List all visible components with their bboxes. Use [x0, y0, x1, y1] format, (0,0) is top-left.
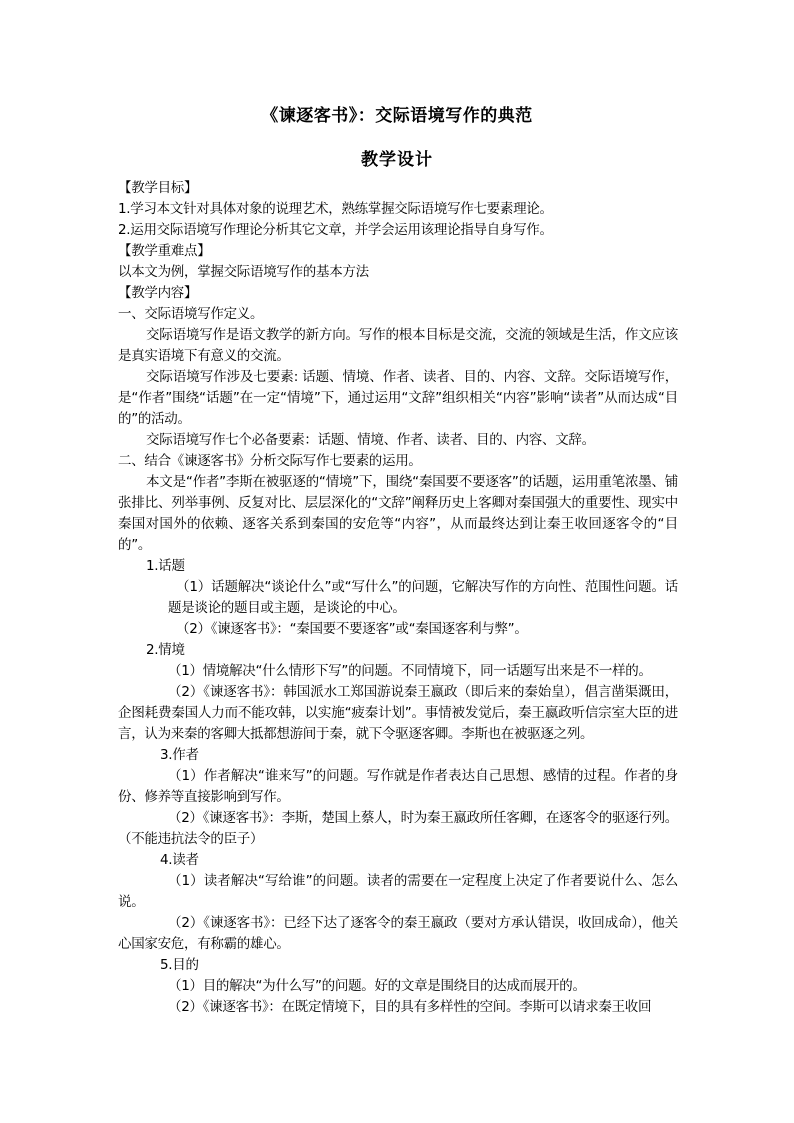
element-heading-purpose: 5.目的	[160, 957, 199, 973]
section-heading-key-points: 【教学重难点】	[118, 243, 211, 259]
author-point-1: （1）作者解决“谁来写”的问题。写作就是作者表达自己思想、感情的过程。作者的身份、修养等直接影响到写作。	[118, 768, 678, 805]
document-body	[118, 178, 678, 1018]
section-heading-content: 【教学内容】	[118, 285, 198, 301]
element-heading-author: 3.作者	[160, 747, 199, 763]
topic-point-1: （1）话题解决“谈论什么”或“写什么”的问题，它解决写作的方向性、范围性问题。话题是谈论的题目或主题，是谈论的中心。	[168, 579, 678, 616]
document-subtitle: 教学设计	[361, 150, 433, 170]
reader-point-1: （1）读者解决“写给谁”的问题。读者的需要在一定程度上决定了作者要说什么、怎么说。	[118, 873, 678, 910]
analysis-paragraph: 本文是“作者”李斯在被驱逐的“情境”下，围绕“秦国要不要逐客”的话题，运用重笔浓墨、铺张排比、列举事例、反复对比、层层深化的“文辞”阐释历史上客卿对秦国强大的重要性、现实中秦国对国外的依赖、逐客关系到秦国的安危等“内容”，从而最终达到让秦王收回逐客令的“目的”。	[118, 474, 678, 553]
seven-elements-paragraph: 交际语境写作涉及七要素: 话题、情境、作者、读者、目的、内容、文辞。交际语境写作，是“作者”围绕“话题”在一定“情境”下，通过运用“文辞”组织相关“内容”影响“读者”从而达成“目的”的活动。	[118, 369, 678, 427]
objective-item-1: 1.学习本文针对具体对象的说理艺术，熟练掌握交际语境写作七要素理论。	[118, 201, 553, 217]
purpose-point-1: （1）目的解决“为什么写”的问题。好的文章是围绕目的达成而展开的。	[168, 978, 586, 994]
element-heading-topic: 1.话题	[146, 558, 185, 574]
content-part-1-heading: 一、交际语境写作定义。	[118, 306, 264, 322]
document-title: 《谏逐客书》：交际语境写作的典范	[261, 106, 533, 126]
topic-point-2: （2）《谏逐客书》：“秦国要不要逐客”或“秦国逐客利与弊”。	[176, 621, 528, 637]
objective-item-2: 2.运用交际语境写作理论分析其它文章，并学会运用该理论指导自身写作。	[118, 222, 553, 238]
author-point-2: （2）《谏逐客书》：李斯，楚国上蔡人，时为秦王嬴政所任客卿，在逐客令的驱逐行列。（不能违抗法令的臣子）	[118, 810, 678, 847]
element-heading-context: 2.情境	[146, 642, 185, 658]
purpose-point-2: （2）《谏逐客书》：在既定情境下，目的具有多样性的空间。李斯可以请求秦王收回	[168, 999, 652, 1015]
reader-point-2: （2）《谏逐客书》：已经下达了逐客令的秦王嬴政（要对方承认错误，收回成命），他关心国家安危，有称霸的雄心。	[118, 915, 678, 952]
definition-paragraph: 交际语境写作是语文教学的新方向。写作的根本目标是交流，交流的领域是生活，作文应该是真实语境下有意义的交流。	[118, 327, 678, 364]
element-heading-reader: 4.读者	[160, 852, 199, 868]
key-points-text: 以本文为例，掌握交际语境写作的基本方法	[118, 264, 369, 280]
section-heading-objectives: 【教学目标】	[118, 180, 198, 196]
context-point-1: （1）情境解决“什么情形下写”的问题。不同情境下，同一话题写出来是不一样的。	[168, 663, 652, 679]
context-point-2: （2）《谏逐客书》：韩国派水工郑国游说秦王嬴政（即后来的秦始皇），倡言凿渠溉田，企图耗费秦国人力而不能攻韩，以实施“疲秦计划”。事情被发觉后，秦王嬴政听信宗室大臣的进言，认为来秦的客卿大抵都想游间于秦，就下令驱逐客卿。李斯也在被驱逐之列。	[118, 684, 678, 742]
content-part-2-heading: 二、结合《谏逐客书》分析交际写作七要素的运用。	[118, 453, 422, 469]
required-elements-paragraph: 交际语境写作七个必备要素：话题、情境、作者、读者、目的、内容、文辞。	[146, 432, 595, 448]
